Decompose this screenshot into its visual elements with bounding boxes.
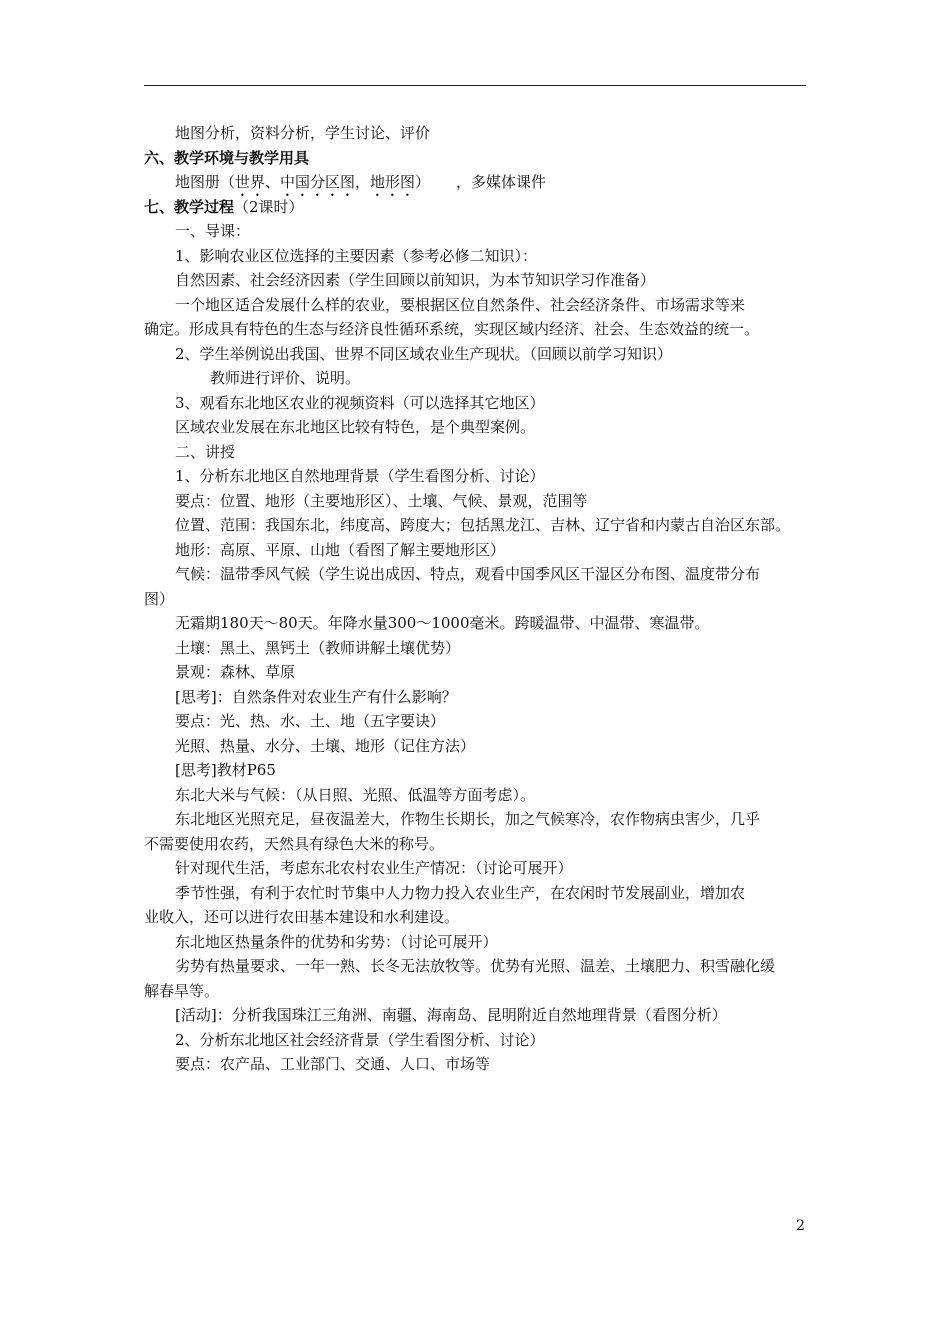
paragraph: 要点：农产品、工业部门、交通、人口、市场等 — [175, 1055, 491, 1073]
paragraph: [思考]教材P65 — [175, 761, 276, 779]
text-span: 地图册（ — [175, 173, 236, 191]
paragraph: 光照、热量、水分、土壤、地形（记住方法） — [175, 736, 476, 755]
body-text — [144, 121, 812, 1077]
heading-text: 七、教学过程 — [144, 197, 235, 216]
paragraph-continuation: 确定。形成具有特色的生态与经济良性循环系统，实现区域内经济、社会、生态效益的统一。 — [144, 320, 760, 338]
text-span: ） — [415, 173, 431, 191]
section-heading-7 — [144, 195, 812, 220]
paragraph: 二、讲授 — [175, 442, 236, 461]
paragraph: 东北地区热量条件的优势和劣势：（讨论可展开） — [175, 932, 498, 951]
paragraph: 2、学生举例说出我国、世界不同区域农业生产现状。（回顾以前学习知识） — [175, 344, 673, 363]
paragraph: 针对现代生活，考虑东北农村农业生产情况：（讨论可展开） — [175, 859, 573, 877]
paragraph-continuation: 业收入，还可以进行农田基本建设和水利建设。 — [144, 908, 460, 926]
paragraph: 要点：位置、地形（主要地形区）、土壤、气候、景观，范围等 — [175, 491, 588, 510]
paragraph: 2、分析东北地区社会经济背景（学生看图分析、讨论） — [175, 1030, 545, 1049]
paragraph: 自然因素、社会经济因素（学生回顾以前知识，为本节知识学习作准备） — [175, 271, 656, 289]
paragraph: 气候：温带季风气候（学生说出成因、特点，观看中国季风区干湿区分布图、温度带分布 — [175, 565, 761, 583]
paragraph: 一、导课： — [175, 222, 251, 240]
paragraph: 景观：森林、草原 — [175, 663, 296, 681]
paragraph — [144, 170, 812, 195]
paragraph: 东北地区光照充足，昼夜温差大，作物生长期长，加之气候寒冷，农作物病虫害少，几乎 — [175, 810, 761, 828]
page-number: 2 — [796, 1218, 805, 1234]
paragraph: 一个地区适合发展什么样的农业，要根据区位自然条件、社会经济条件、市场需求等来 — [175, 295, 746, 314]
paragraph: 土壤：黑土、黑钙土（教师讲解土壤优势） — [175, 638, 461, 657]
paragraph: [思考]：自然条件对农业生产有什么影响？ — [175, 687, 457, 706]
paragraph: [活动]：分析我国珠江三角洲、南疆、海南岛、昆明附近自然地理背景（看图分析） — [175, 1006, 727, 1024]
emphasized-text: 世界、中国分区图，地形图 — [235, 173, 416, 191]
section-heading-6: 六、教学环境与教学用具 — [144, 148, 310, 167]
paragraph: 3、观看东北地区农业的视频资料（可以选择其它地区） — [175, 393, 545, 412]
paragraph: 地图分析，资料分析，学生讨论、评价 — [175, 124, 431, 142]
paragraph: 无霜期180天～80天。年降水量300～1000毫米。跨暖温带、中温带、寒温带。 — [175, 614, 710, 632]
paragraph: 地形：高原、平原、山地（看图了解主要地形区） — [175, 540, 506, 559]
paragraph: 1、分析东北地区自然地理背景（学生看图分析、讨论） — [175, 467, 545, 485]
paragraph: 东北大米与气候：（从日照、光照、低温等方面考虑）。 — [175, 785, 536, 804]
header-rule — [144, 85, 806, 86]
text-span: ，多媒体课件 — [456, 173, 547, 191]
paragraph: 季节性强，有利于农忙时节集中人力物力投入农业生产，在农闲时节发展副业，增加农 — [175, 883, 746, 902]
paragraph: 1、影响农业区位选择的主要因素（参考必修二知识）： — [175, 246, 538, 265]
paragraph-continuation: 解春旱等。 — [144, 981, 220, 1000]
paragraph: 劣势有热量要求、一年一熟、长冬无法放牧等。优势有光照、温差、土壤肥力、积雪融化缓 — [175, 957, 776, 975]
heading-note: （2课时） — [234, 197, 304, 216]
paragraph: 区域农业发展在东北地区比较有特色，是个典型案例。 — [175, 418, 536, 436]
paragraph-continuation: 图） — [144, 589, 175, 608]
paragraph: 教师进行评价、说明。 — [210, 369, 361, 387]
paragraph: 位置、范围：我国东北，纬度高、跨度大；包括黑龙江、吉林、辽宁省和内蒙古自治区东部。 — [175, 516, 791, 534]
paragraph-continuation: 不需要使用农药，天然具有绿色大米的称号。 — [144, 834, 445, 853]
paragraph: 要点：光、热、水、土、地（五字要诀） — [175, 712, 446, 730]
